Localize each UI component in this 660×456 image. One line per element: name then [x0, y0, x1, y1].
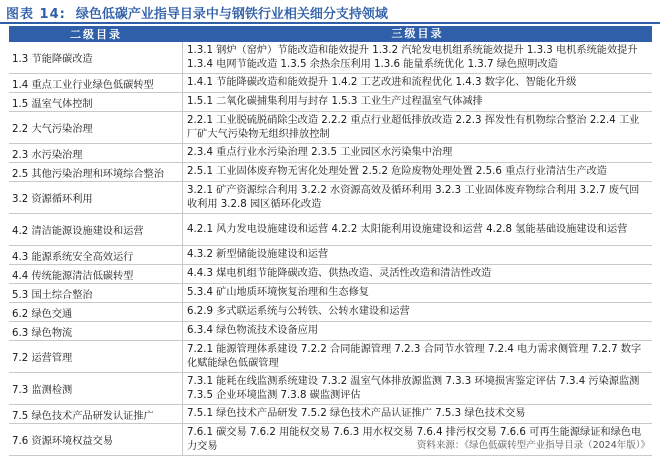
level2-cell: 1.5 温室气体控制	[9, 93, 183, 111]
level2-cell: 2.3 水污染治理	[9, 144, 183, 162]
level2-cell: 1.4 重点工业行业绿色低碳转型	[9, 74, 183, 92]
table-row	[9, 373, 652, 405]
figure-label: 图表 14:	[6, 6, 66, 22]
level2-cell: 4.2 清洁能源设施建设和运营	[9, 214, 183, 245]
table-row	[9, 93, 652, 112]
table-header	[9, 26, 652, 42]
table-row	[9, 341, 652, 373]
level3-cell: 1.4.1 节能降碳改造和能效提升 1.4.2 工艺改进和流程优化 1.4.3 数字化、智能化升级	[187, 77, 577, 88]
level3-cell: 4.3.2 新型储能设施建设和运营	[187, 249, 329, 260]
table-row	[9, 405, 652, 424]
level2-cell: 1.3 节能降碳改造	[9, 42, 183, 73]
table-row	[9, 42, 652, 74]
level2-cell: 7.5 绿色技术产品研发认证推广	[9, 405, 183, 423]
table-row	[9, 303, 652, 322]
table-row	[9, 112, 652, 144]
level2-cell: 7.3 监测检测	[9, 373, 183, 404]
level2-cell: 6.2 绿色交通	[9, 303, 183, 321]
title-underline	[0, 22, 660, 24]
catalog-table	[9, 26, 652, 456]
level3-cell: 7.6.1 碳交易 7.6.2 用能权交易 7.6.3 用水权交易 7.6.4 排污权交易 7.6.6 可再生能源绿证和绿色电力交易	[187, 426, 642, 452]
level2-cell: 2.2 大气污染治理	[9, 112, 183, 143]
level3-cell: 4.4.3 煤电机组节能降碳改造、供热改造、灵活性改造和清洁性改造	[187, 268, 492, 279]
level3-cell: 2.5.1 工业固体废弃物无害化处理处置 2.5.2 危险废物处理处置 2.5.6 重点行业清洁生产改造	[187, 166, 607, 177]
header-level2: 二级目录	[70, 28, 122, 41]
level3-cell: 7.5.1 绿色技术产品研发 7.5.2 绿色技术产品认证推广 7.5.3 绿色技术交易	[187, 408, 526, 419]
table-row	[9, 214, 652, 246]
level3-cell: 2.2.1 工业脱硫脱硝除尘改造 2.2.2 重点行业超低排放改造 2.2.3 挥发性有机物综合整治 2.2.4 工业厂矿大气污染物无组织排放控制	[187, 114, 640, 140]
level3-cell: 6.3.4 绿色物流技术设备应用	[187, 325, 319, 336]
level3-cell: 4.2.1 风力发电设施建设和运营 4.2.2 太阳能利用设施建设和运营 4.2.8 氢能基础设施建设和运营	[187, 223, 628, 235]
level3-cell: 5.3.4 矿山地质环境恢复治理和生态修复	[187, 287, 369, 298]
level2-cell: 7.6 资源环境权益交易	[9, 424, 183, 455]
level3-cell: 3.2.1 矿产资源综合利用 3.2.2 水资源高效及循环利用 3.2.3 工业固体废弃物综合利用 3.2.7 废气回收利用 3.2.8 园区循环化改造	[187, 184, 640, 210]
level3-cell: 7.2.1 能源管理体系建设 7.2.2 合同能源管理 7.2.3 合同节水管理 7.2.4 电力需求侧管理 7.2.7 数字化赋能绿色低碳管理	[187, 343, 642, 369]
level2-cell: 2.5 其他污染治理和环境综合整治	[9, 163, 183, 181]
level3-cell: 1.3.1 钢炉（窑炉）节能改造和能效提升 1.3.2 汽轮发电机组系统能效提升 1.3.3 电机系统能效提升 1.3.4 电网节能改造 1.3.5 余热余压利用 1.3.6 能量系统优化 1.3.7 绿色照明改造	[187, 44, 638, 70]
level2-cell: 4.3 能源系统安全高效运行	[9, 246, 183, 264]
level2-cell: 4.4 传统能源清洁低碳转型	[9, 265, 183, 283]
table-row	[9, 144, 652, 163]
level2-cell: 3.2 资源循环利用	[9, 182, 183, 213]
level3-cell: 6.2.9 多式联运系统与公转铁、公转水建设和运营	[187, 306, 410, 317]
figure-title	[0, 0, 660, 24]
source-note: 资料来源：《绿色低碳转型产业指导目录（2024年版）》	[416, 440, 650, 451]
figure-title-text: 绿色低碳产业指导目录中与钢铁行业相关细分支持领域	[75, 6, 388, 22]
table-row	[9, 182, 652, 214]
header-level3: 三级目录	[391, 27, 444, 40]
level3-cell: 2.3.4 重点行业水污染治理 2.3.5 工业园区水污染集中治理	[187, 147, 453, 158]
table-row	[9, 163, 652, 182]
table-row	[9, 284, 652, 303]
level2-cell: 6.3 绿色物流	[9, 322, 183, 340]
table-row	[9, 74, 652, 93]
level2-cell: 5.3 国土综合整治	[9, 284, 183, 302]
level3-cell: 1.5.1 二氧化碳捕集利用与封存 1.5.3 工业生产过程温室气体减排	[187, 96, 483, 107]
table-row	[9, 246, 652, 265]
level3-cell: 7.3.1 能耗在线监测系统建设 7.3.2 温室气体排放源监测 7.3.3 环境损害鉴定评估 7.3.4 污染源监测 7.3.5 企业环境监测 7.3.8 碳监测评估	[187, 375, 640, 401]
level2-cell: 7.2 运营管理	[9, 341, 183, 372]
table-row	[9, 322, 652, 341]
table-row	[9, 265, 652, 284]
